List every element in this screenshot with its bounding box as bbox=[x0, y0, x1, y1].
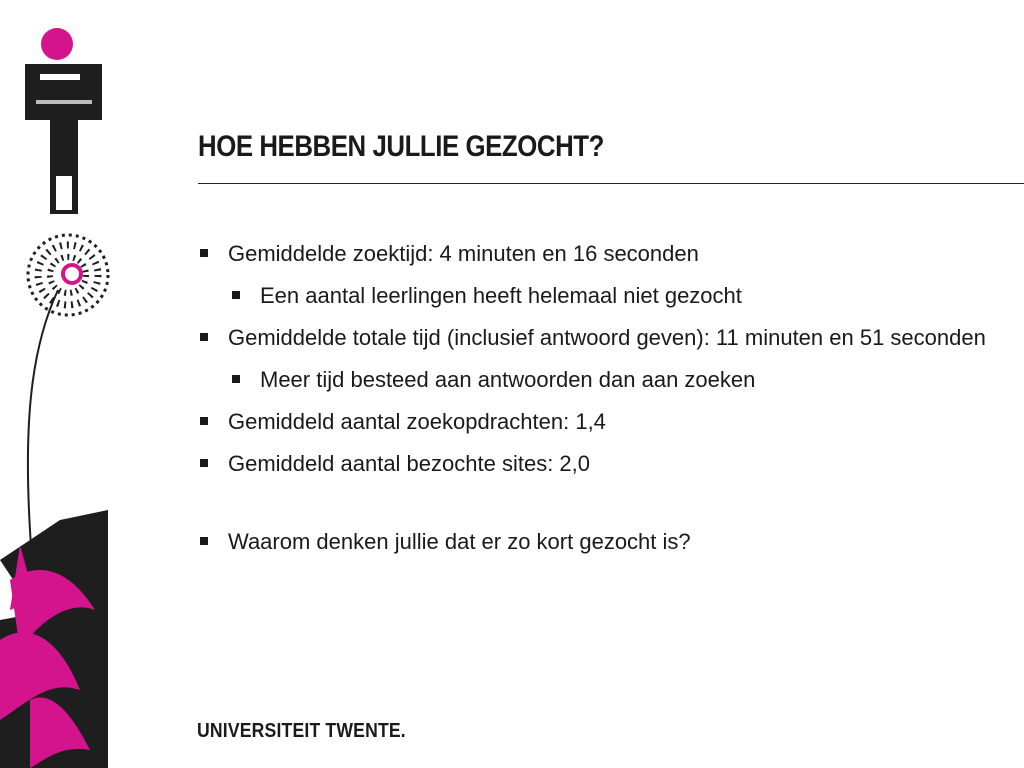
square-bullet-icon bbox=[232, 375, 240, 383]
square-bullet-icon bbox=[200, 249, 208, 257]
square-bullet-icon bbox=[232, 291, 240, 299]
square-bullet-icon bbox=[200, 333, 208, 341]
bullet-item: Gemiddeld aantal bezochte sites: 2,0 bbox=[198, 446, 988, 482]
flower-leaves-icon bbox=[0, 510, 108, 768]
bullet-item: Waarom denken jullie dat er zo kort gezocht is? bbox=[198, 524, 988, 560]
square-bullet-icon bbox=[200, 537, 208, 545]
bullet-item: Gemiddeld aantal zoekopdrachten: 1,4 bbox=[198, 404, 988, 440]
bullet-list bbox=[198, 236, 988, 560]
sub-bullet-item: Een aantal leerlingen heeft helemaal niet gezocht bbox=[230, 278, 988, 314]
square-bullet-icon bbox=[200, 459, 208, 467]
slide-title: HOE HEBBEN JULLIE GEZOCHT? bbox=[198, 130, 604, 163]
magenta-head-icon bbox=[41, 28, 73, 60]
dandelion-icon bbox=[28, 235, 108, 315]
decorative-illustration bbox=[0, 0, 115, 768]
bullet-item: Gemiddelde totale tijd (inclusief antwoord geven): 11 minuten en 51 seconden bbox=[198, 320, 988, 356]
bullet-item: Gemiddelde zoektijd: 4 minuten en 16 seconden bbox=[198, 236, 988, 272]
sub-bullet-item: Meer tijd besteed aan antwoorden dan aan zoeken bbox=[230, 362, 988, 398]
university-logo-text: UNIVERSITEIT TWENTE. bbox=[197, 720, 406, 742]
title-divider bbox=[198, 183, 1024, 184]
square-bullet-icon bbox=[200, 417, 208, 425]
